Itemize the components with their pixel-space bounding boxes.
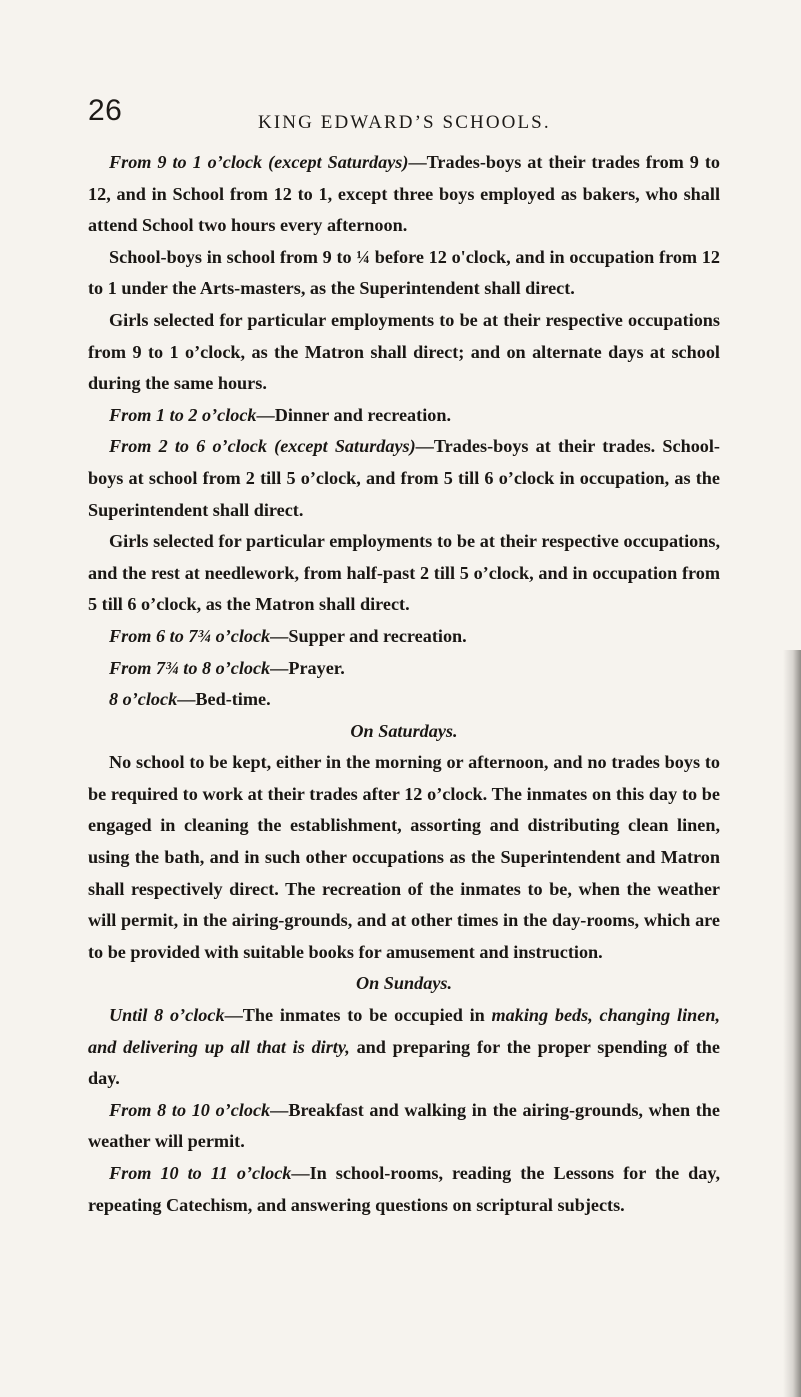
sundays-heading: On Sundays. [355,973,453,994]
page-number: 26 [88,94,123,127]
paragraph-text: —In school-rooms, reading the Lessons for the day, repeating Catechism, and answering questions on scriptural subjects. [88,1163,720,1215]
time-lead: From 10 to 11 o’clock [109,1163,292,1183]
paragraph-supper [88,621,720,653]
paragraph-weekday-morning [88,147,720,242]
time-lead: From 6 to 7¾ o’clock [109,625,271,646]
paragraph-saturdays [88,747,720,968]
paragraph-text: —Dinner and recreation. [256,404,452,425]
paragraph-girls-afternoon [88,526,720,621]
time-lead: From 1 to 2 o’clock [109,404,257,425]
paragraph-bedtime [88,684,720,716]
saturdays-heading: On Saturdays. [350,720,458,741]
time-lead: From 2 to 6 o’clock (except Saturdays) [109,436,416,457]
page-body [88,147,720,1221]
time-lead: Until 8 o’clock [109,1005,225,1026]
paragraph-dinner [88,400,720,432]
paragraph-text: —Bed-time. [177,689,271,710]
time-lead: From 7¾ to 8 o’clock [109,657,271,678]
paragraph-sunday-breakfast [88,1095,720,1158]
paragraph-text: —Supper and recreation. [270,625,467,646]
italic-phrase: making beds, changing linen, and delivering up all that is dirty, [88,1005,720,1057]
time-lead: 8 o’clock [109,689,178,710]
paragraph-weekday-afternoon [88,431,720,526]
paragraph-text: —Prayer. [270,657,345,678]
paragraph-schoolboys-morning [88,242,720,305]
time-lead: From 8 to 10 o’clock [109,1099,271,1120]
paragraph-text: and preparing for the proper spending of the day. [88,1036,720,1089]
running-head: KING EDWARD’S SCHOOLS. [258,112,551,133]
paragraph-text: —Trades-boys at their trades from 9 to 12, and in School from 12 to 1, except three boys employed as bakers, who shall attend School two hours every afternoon. [88,152,720,236]
paragraph-sunday-until-8 [88,1000,720,1095]
paragraph-prayer [88,653,720,685]
paragraph-sunday-lessons [88,1158,720,1221]
paragraph-text: No school to be kept, either in the morning or afternoon, and no trades boys to be required to work at their trades after 12 o’clock. The inmates on this day to be engaged in cleaning the establishment, assorting and distributing clean linen, using the bath, and in such other occupations as the Superintendent and Matron shall respectively direct. The recreation of the inmates to be, when the weather will permit, in the airing-grounds, and at other times in the day-rooms, which are to be provided with suitable books for amusement and instruction. [88,752,720,962]
paragraph-text: School-boys in school from 9 to ¼ before 12 o'clock, and in occupation from 12 to 1 under the Arts-masters, as the Superintendent shall direct. [88,246,720,299]
time-lead: From 9 to 1 o’clock (except Saturdays) [109,152,409,172]
paragraph-text: —Breakfast and walking in the airing-grounds, when the weather will permit. [88,1099,720,1152]
paragraph-text: —Trades-boys at their trades. School-boys at school from 2 till 5 o’clock, and from 5 till 6 o’clock in occupation, as the Superintendent shall direct. [88,436,720,520]
paragraph-text: —The inmates to be occupied in [224,1005,492,1026]
paragraph-text: Girls selected for particular employments to be at their respective occupations, and the rest at needlework, from half-past 2 till 5 o’clock, and in occupation from 5 till 6 o’clock, as the Matron shall direct. [88,531,720,615]
paragraph-girls-morning [88,305,720,400]
page-edge-shadow [783,650,801,1397]
paragraph-text: Girls selected for particular employments to be at their respective occupations from 9 to 1 o’clock, as the Matron shall direct; and on alternate days at school during the same hours. [88,309,720,394]
